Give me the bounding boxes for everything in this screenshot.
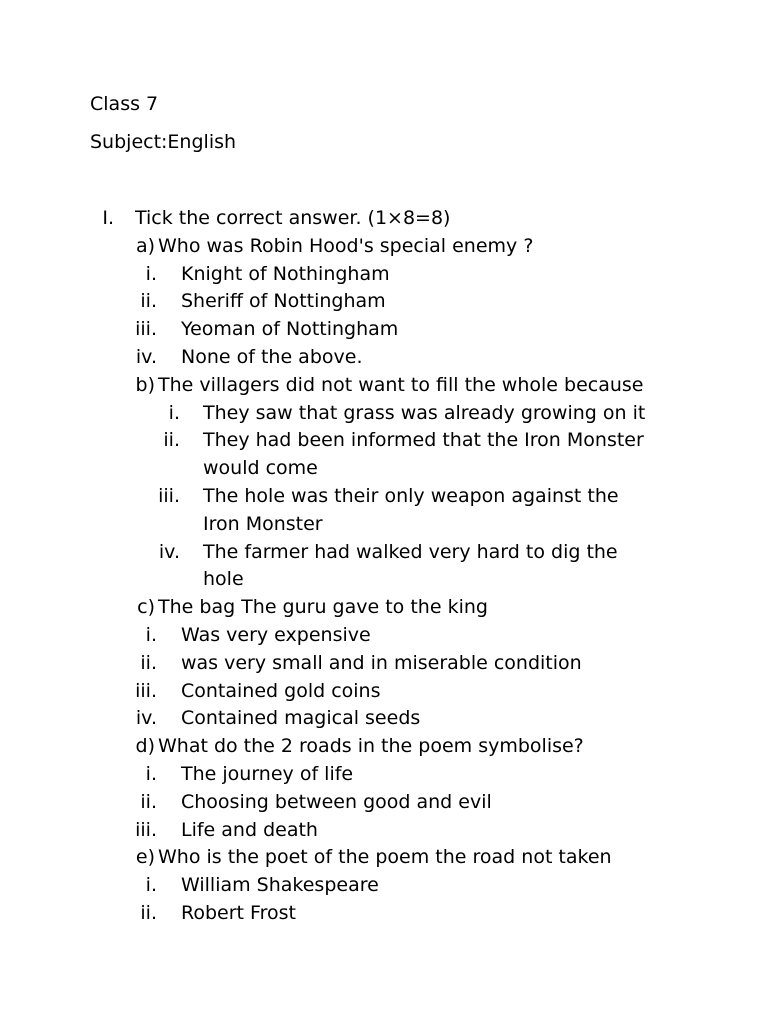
answer-option[interactable]	[0, 288, 768, 316]
question-text: The villagers did not want to fill the whole because	[158, 373, 644, 396]
option-text: None of the above.	[181, 345, 363, 368]
option-text: Sheriff of Nottingham	[181, 290, 386, 313]
option-text: They had been informed that the Iron Monster	[203, 429, 644, 452]
option-text: They saw that grass was already growing on it	[203, 401, 646, 424]
option-marker: i.	[145, 262, 157, 285]
answer-option[interactable]	[0, 261, 768, 289]
question-text: What do the 2 roads in the poem symbolise?	[158, 735, 584, 758]
option-text: Was very expensive	[181, 623, 371, 646]
option-text: Choosing between good and evil	[181, 790, 492, 813]
option-text: was very small and in miserable condition	[181, 651, 582, 674]
answer-option[interactable]	[0, 400, 768, 428]
answer-option[interactable]	[0, 900, 768, 928]
option-marker: iii.	[135, 318, 157, 341]
option-marker: iv.	[135, 345, 157, 368]
option-text: The journey of life	[181, 762, 354, 785]
answer-option[interactable]	[0, 539, 768, 567]
option-marker: i.	[145, 623, 157, 646]
option-text: Contained gold coins	[181, 679, 381, 702]
answer-option[interactable]	[0, 622, 768, 650]
option-text: William Shakespeare	[181, 874, 379, 897]
question-text: Who is the poet of the poem the road not taken	[158, 846, 612, 869]
question-list	[0, 233, 768, 928]
question-letter: b)	[135, 373, 155, 396]
question-d	[0, 733, 768, 761]
question-text: Who was Robin Hood's special enemy ?	[158, 234, 534, 257]
class-label: Class 7	[90, 93, 159, 115]
answer-option[interactable]	[0, 817, 768, 845]
answer-option-continuation[interactable]	[0, 455, 768, 483]
answer-option[interactable]	[0, 705, 768, 733]
option-text: hole	[203, 568, 244, 591]
question-c	[0, 594, 768, 622]
answer-option[interactable]	[0, 316, 768, 344]
option-text: Iron Monster	[203, 512, 323, 535]
option-text: Yeoman of Nottingham	[181, 318, 399, 341]
option-marker: ii.	[140, 901, 157, 924]
question-section	[0, 205, 768, 928]
question-b	[0, 372, 768, 400]
option-text: The hole was their only weapon against the	[203, 484, 619, 507]
answer-option[interactable]	[0, 872, 768, 900]
answer-option[interactable]	[0, 761, 768, 789]
option-marker: iii.	[158, 484, 180, 507]
option-text: Contained magical seeds	[181, 707, 421, 730]
option-marker: ii.	[140, 290, 157, 313]
option-marker: iv.	[135, 707, 157, 730]
answer-option[interactable]	[0, 650, 768, 678]
answer-option[interactable]	[0, 483, 768, 511]
option-marker: iii.	[135, 818, 157, 841]
option-marker: ii.	[140, 651, 157, 674]
subject-label: Subject:English	[90, 131, 237, 153]
option-marker: i.	[145, 762, 157, 785]
answer-option-continuation[interactable]	[0, 566, 768, 594]
option-text: would come	[203, 457, 318, 480]
section-title: Tick the correct answer. (1×8=8)	[135, 207, 451, 229]
option-text: Life and death	[181, 818, 318, 841]
option-marker: i.	[145, 874, 157, 897]
option-marker: ii.	[163, 429, 180, 452]
option-text: Robert Frost	[181, 901, 296, 924]
question-letter: e)	[135, 846, 155, 869]
section-heading	[0, 205, 768, 233]
answer-option[interactable]	[0, 678, 768, 706]
option-marker: iii.	[135, 679, 157, 702]
option-text: Knight of Nothingham	[181, 262, 390, 285]
option-text: The farmer had walked very hard to dig the	[203, 540, 618, 563]
question-text: The bag The guru gave to the king	[158, 596, 488, 619]
answer-option-continuation[interactable]	[0, 511, 768, 539]
question-letter: d)	[135, 735, 155, 758]
question-letter: a)	[135, 234, 155, 257]
option-marker: iv.	[158, 540, 180, 563]
answer-option[interactable]	[0, 344, 768, 372]
section-marker: I.	[102, 207, 114, 229]
answer-option[interactable]	[0, 789, 768, 817]
question-a	[0, 233, 768, 261]
option-marker: i.	[168, 401, 180, 424]
question-e	[0, 844, 768, 872]
answer-option[interactable]	[0, 427, 768, 455]
question-letter: c)	[137, 596, 155, 619]
option-marker: ii.	[140, 790, 157, 813]
